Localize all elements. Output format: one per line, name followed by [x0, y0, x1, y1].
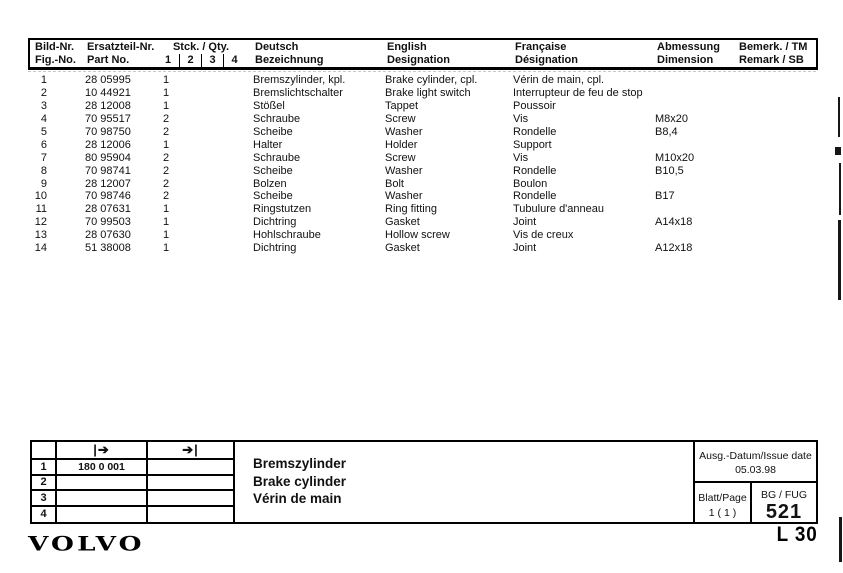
cell-designation-de: Stößel — [253, 99, 285, 112]
cell-remark — [727, 216, 808, 229]
table-row — [28, 203, 818, 216]
cell-designation-en: Screw — [385, 112, 416, 125]
cell-remark — [727, 126, 808, 139]
cell-dimension: A14x18 — [655, 216, 693, 229]
cell-fig-no: 14 — [34, 242, 47, 255]
title-en: Brake cylinder — [253, 473, 347, 489]
cell-designation-fr: Vis de creux — [513, 229, 574, 242]
cell-designation-en: Washer — [385, 190, 423, 203]
cell-part-no: 70 98741 — [85, 164, 131, 177]
cell-fig-no: 5 — [40, 125, 47, 138]
table-row — [28, 152, 818, 165]
cell-designation-de: Dichtring — [253, 216, 297, 229]
page-info-row — [695, 483, 816, 524]
cell-designation-en: Hollow screw — [385, 229, 450, 242]
cell-fig-no: 7 — [40, 151, 47, 164]
cell-fig-no: 12 — [34, 216, 47, 229]
ref-row-to — [148, 460, 235, 476]
scan-artifact — [839, 163, 841, 215]
cell-qty: 2 — [162, 190, 170, 203]
scan-artifact-line — [28, 71, 816, 72]
cell-designation-fr: Interrupteur de feu de stop — [513, 86, 643, 99]
col-header-en-line1: English — [387, 41, 427, 53]
cell-qty: 2 — [162, 151, 170, 164]
issue-date-cell — [695, 442, 816, 483]
cell-dimension — [645, 229, 727, 242]
cell-dimension: A12x18 — [655, 242, 693, 255]
cell-dimension: B10,5 — [655, 164, 684, 177]
header-line-2 — [30, 54, 816, 67]
page-cell — [695, 483, 752, 524]
cell-designation-en: Gasket — [385, 242, 420, 255]
arrow-to-icon: ➔| — [148, 442, 235, 460]
cell-dimension — [645, 74, 727, 87]
parts-table-header — [28, 38, 818, 70]
col-header-part-line2: Part No. — [87, 54, 130, 66]
cell-remark — [727, 165, 808, 178]
cell-remark — [727, 229, 808, 242]
cell-dimension — [645, 100, 727, 113]
cell-designation-fr: Rondelle — [513, 190, 557, 203]
cell-qty: 1 — [162, 203, 170, 216]
ref-row-number: 3 — [32, 491, 57, 507]
cell-qty: 1 — [162, 229, 170, 242]
scan-artifact — [839, 517, 842, 562]
arrow-from-icon: |➔ — [57, 442, 148, 460]
col-header-part-line1: Ersatzteil-Nr. — [87, 41, 155, 53]
cell-designation-de: Schraube — [253, 112, 301, 125]
cell-designation-de: Bremszylinder, kpl. — [253, 74, 346, 86]
cell-fig-no: 9 — [40, 177, 47, 190]
cell-remark — [727, 139, 808, 152]
cell-designation-en: Gasket — [385, 216, 420, 229]
ref-row-number: 1 — [32, 460, 57, 476]
cell-designation-fr: Support — [513, 138, 552, 151]
qty-sub-header-2: 2 — [179, 54, 201, 67]
document-code: L 30 — [776, 523, 818, 546]
col-header-de-line2: Bezeichnung — [255, 54, 324, 66]
table-row — [28, 113, 818, 126]
cell-part-no: 28 12008 — [85, 99, 131, 112]
scan-artifact — [838, 97, 840, 137]
cell-remark — [727, 203, 808, 216]
ref-row-from — [57, 491, 148, 507]
cell-qty: 2 — [162, 125, 170, 138]
table-row — [28, 126, 818, 139]
cell-part-no: 28 12007 — [85, 177, 131, 190]
qty-sub-header-3: 3 — [201, 54, 223, 67]
cell-fig-no: 6 — [40, 138, 47, 151]
cell-part-no: 80 95904 — [85, 151, 131, 164]
bg-fug-cell — [752, 483, 816, 524]
col-header-fig-line1: Bild-Nr. — [35, 41, 75, 53]
ref-row-to — [148, 476, 235, 492]
cell-designation-de: Hohlschraube — [253, 229, 321, 242]
cell-remark — [727, 100, 808, 113]
cell-designation-de: Scheibe — [253, 125, 293, 138]
cell-dimension — [645, 178, 727, 191]
cell-dimension — [645, 139, 727, 152]
cell-qty: 2 — [162, 164, 170, 177]
ref-row-from: 180 0 001 — [57, 460, 148, 476]
cell-part-no: 10 44921 — [85, 86, 131, 99]
cell-designation-de: Halter — [253, 138, 283, 151]
header-line-1 — [30, 41, 816, 54]
cell-designation-en: Washer — [385, 164, 423, 177]
cell-designation-fr: Poussoir — [513, 99, 556, 112]
cell-qty: 2 — [162, 112, 170, 125]
cell-designation-fr: Rondelle — [513, 164, 557, 177]
cell-remark — [727, 113, 808, 126]
cell-qty: 1 — [162, 74, 170, 86]
cell-remark — [727, 74, 808, 87]
cell-designation-en: Bolt — [385, 177, 404, 190]
cell-part-no: 28 07631 — [85, 203, 131, 216]
issue-info-box — [695, 442, 816, 522]
cell-fig-no: 11 — [35, 203, 47, 216]
cell-fig-no: 13 — [34, 229, 47, 242]
cell-part-no: 51 38008 — [85, 242, 131, 255]
title-de: Bremszylinder — [253, 456, 347, 471]
cell-fig-no: 2 — [40, 86, 47, 99]
document-title-box — [235, 442, 695, 522]
table-row — [28, 87, 818, 100]
col-header-de-line1: Deutsch — [255, 41, 299, 53]
cell-designation-fr: Joint — [513, 216, 537, 229]
cell-fig-no: 8 — [40, 164, 47, 177]
col-header-dim-line1: Abmessung — [657, 41, 720, 53]
cell-designation-de: Scheibe — [253, 190, 293, 203]
cell-remark — [727, 87, 808, 100]
cell-qty: 1 — [162, 86, 170, 99]
table-row — [28, 100, 818, 113]
cell-designation-en: Tappet — [385, 99, 419, 112]
col-header-rem-line2: Remark / SB — [739, 54, 804, 66]
cell-designation-de: Ringstutzen — [253, 203, 312, 216]
cell-designation-en: Brake light switch — [385, 86, 471, 99]
cell-part-no: 28 12006 — [85, 138, 131, 151]
title-fr: Vérin de main — [253, 491, 342, 506]
cell-designation-de: Bremslichtschalter — [253, 86, 343, 99]
cell-designation-de: Dichtring — [253, 242, 297, 255]
cell-qty: 1 — [162, 99, 170, 112]
col-header-fig-line2: Fig.-No. — [35, 54, 76, 66]
cell-designation-fr: Rondelle — [513, 125, 557, 138]
cell-designation-en: Screw — [385, 151, 416, 164]
cell-designation-fr: Boulon — [513, 177, 548, 190]
ref-row-from — [57, 476, 148, 492]
col-header-rem-line1: Bemerk. / TM — [739, 41, 808, 53]
table-row — [28, 229, 818, 242]
cell-designation-fr: Joint — [513, 242, 537, 255]
cell-fig-no: 1 — [40, 74, 47, 86]
cell-part-no: 28 07630 — [85, 229, 131, 242]
cell-qty: 1 — [162, 242, 170, 255]
ref-row-number: 2 — [32, 476, 57, 492]
cell-dimension: M10x20 — [655, 151, 695, 164]
cell-designation-fr: Vis — [513, 112, 529, 125]
cell-remark — [727, 178, 808, 191]
col-header-en-line2: Designation — [387, 54, 450, 66]
issue-date-value: 05.03.98 — [735, 464, 776, 476]
col-header-dim-line2: Dimension — [657, 54, 714, 66]
cell-part-no: 70 95517 — [85, 112, 131, 125]
volvo-logo: VOLVO — [28, 532, 145, 556]
cell-qty: 1 — [162, 138, 170, 151]
page-label: Blatt/Page — [698, 492, 747, 504]
cell-part-no: 28 05995 — [85, 74, 131, 86]
cell-designation-en: Brake cylinder, cpl. — [385, 74, 478, 86]
cell-fig-no: 4 — [40, 112, 47, 125]
cell-designation-fr: Vis — [513, 151, 529, 164]
cell-part-no: 70 98750 — [85, 125, 131, 138]
ref-row-from — [57, 507, 148, 523]
scan-artifact — [835, 147, 841, 155]
cell-designation-fr: Tubulure d'anneau — [513, 203, 604, 216]
qty-sub-header-1: 1 — [164, 54, 172, 66]
parts-table-rows — [28, 74, 818, 255]
cell-designation-fr: Vérin de main, cpl. — [513, 74, 605, 86]
cell-designation-de: Scheibe — [253, 164, 293, 177]
issue-date-label: Ausg.-Datum/Issue date — [699, 450, 812, 462]
table-row — [28, 216, 818, 229]
table-row — [28, 74, 818, 87]
cell-designation-en: Holder — [385, 138, 418, 151]
table-row — [28, 178, 818, 191]
ref-row-to — [148, 491, 235, 507]
cell-dimension — [645, 203, 727, 216]
cell-dimension — [645, 87, 727, 100]
col-header-fr-line1: Française — [515, 41, 567, 53]
cell-dimension: B17 — [655, 190, 675, 203]
cell-qty: 2 — [162, 177, 170, 190]
ref-row-number: 4 — [32, 507, 57, 523]
cell-remark — [727, 190, 808, 203]
cell-designation-de: Schraube — [253, 151, 301, 164]
scan-artifact — [838, 220, 841, 300]
cell-fig-no: 3 — [40, 99, 47, 112]
table-row — [28, 242, 818, 255]
table-row — [28, 139, 818, 152]
bg-fug-value: 521 — [765, 501, 803, 523]
cell-dimension: B8,4 — [655, 125, 678, 138]
reference-grid — [32, 442, 235, 522]
ref-grid-corner — [32, 442, 57, 460]
cell-remark — [727, 152, 808, 165]
cell-part-no: 70 99503 — [85, 216, 131, 229]
cell-part-no: 70 98746 — [85, 190, 131, 203]
cell-designation-en: Ring fitting — [385, 203, 437, 216]
qty-sub-header-4: 4 — [223, 54, 245, 67]
table-row — [28, 165, 818, 178]
cell-dimension: M8x20 — [655, 112, 689, 125]
col-header-fr-line2: Désignation — [515, 54, 578, 66]
cell-designation-de: Bolzen — [253, 177, 287, 190]
col-header-qty-group: Stck. / Qty. — [172, 41, 230, 53]
cell-remark — [727, 242, 808, 255]
table-row — [28, 190, 818, 203]
ref-row-to — [148, 507, 235, 523]
page-value: 1 ( 1 ) — [708, 507, 737, 519]
cell-designation-en: Washer — [385, 125, 423, 138]
cell-fig-no: 10 — [34, 190, 47, 203]
cell-qty: 1 — [162, 216, 170, 229]
bg-fug-label: BG / FUG — [760, 489, 808, 501]
footer-block — [30, 440, 818, 524]
